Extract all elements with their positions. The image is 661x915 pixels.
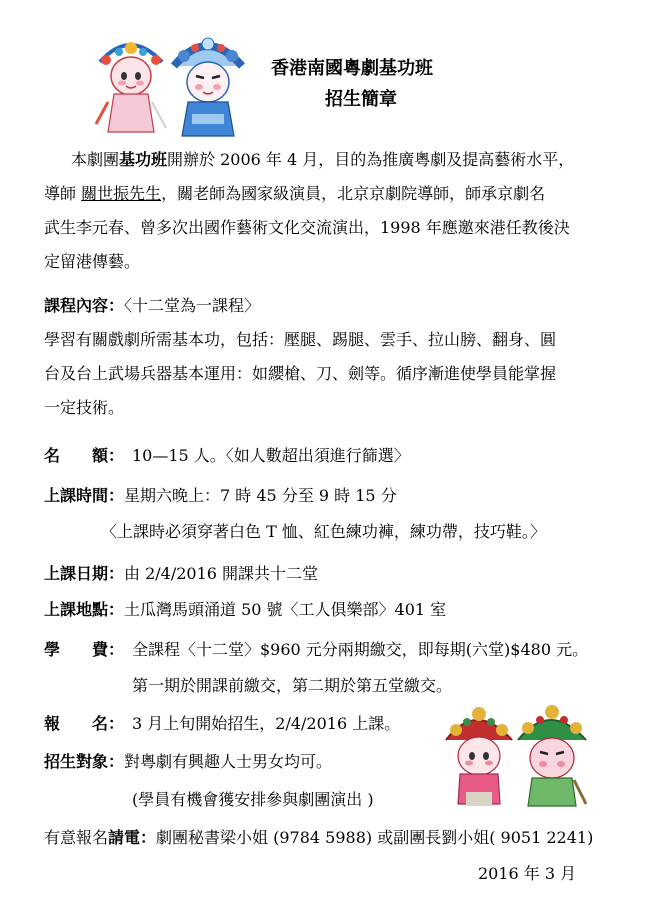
title-line-2: 招生簡章 — [325, 89, 397, 110]
quota-label-a: 名 — [44, 446, 61, 465]
opera-figures-bottom-illustration — [440, 700, 590, 812]
fee-label-a: 學 — [44, 640, 61, 659]
course-label: 課程內容： — [44, 296, 125, 315]
course-desc-3: 一定技術。 — [44, 398, 125, 417]
opera-figure-red-helmet — [446, 707, 512, 806]
intro-line-1 — [71, 150, 574, 170]
enroll-value: 3 月上旬開始招生，2/4/2016 上課。 — [132, 714, 401, 733]
contact-value: 劇團秘書梁小姐 (9784 5988) 或副團長劉小姐( 9051 2241) — [156, 828, 594, 847]
enroll-label-a: 報 — [44, 714, 61, 733]
quota-value: 10—15 人。〈如人數超出須進行篩選〉 — [132, 446, 410, 465]
title-line-1: 香港南國粵劇基功班 — [271, 58, 433, 79]
instructor-name: 關世振先生 — [81, 184, 162, 203]
time-value: 星期六晚上：7 時 45 分至 9 時 15 分 — [124, 486, 397, 505]
enroll-label-b: 名： — [92, 714, 125, 733]
footer-date: 2016 年 3 月 — [478, 864, 577, 883]
time-label: 上課時間： — [44, 486, 125, 505]
intro-line-2 — [44, 184, 545, 204]
fee-note: 第一期於開課前繳交，第二期於第五堂繳交。 — [132, 676, 453, 695]
venue-value: 土瓜灣馬頭涌道 50 號〈工人俱樂部〉401 室 — [124, 600, 447, 619]
intro-line-4: 定留港傳藝。 — [44, 252, 141, 271]
course-desc-2: 台及台上武場兵器基本運用：如纓槍、刀、劍等。循序漸進使學員能掌握 — [44, 364, 557, 383]
venue-row — [44, 600, 446, 620]
fee-value: 全課程〈十二堂〉$960 元分兩期繳交，即每期(六堂)$480 元。 — [132, 640, 589, 659]
intro-text: 開辦於 2006 年 4 月，目的為推廣粵劇及提高藝術水平， — [167, 150, 575, 169]
intro-text: 導師 — [44, 184, 82, 203]
course-row — [44, 296, 260, 316]
time-note: 〈上課時必須穿著白色 T 恤、紅色練功褲，練功帶，技巧鞋。〉 — [101, 522, 546, 541]
contact-label: 請電： — [108, 828, 157, 847]
opera-figures-top-illustration — [92, 32, 252, 140]
opera-figure-female — [96, 42, 166, 132]
intro-text: ，關老師為國家級演員，北京京劇院導師，師承京劇名 — [161, 184, 546, 203]
fee-label-b: 費： — [92, 640, 125, 659]
date-value: 由 2/4/2016 開課共十二堂 — [124, 564, 319, 583]
opera-figure-male — [174, 38, 242, 136]
time-row — [44, 486, 397, 506]
opera-figure-green-helmet — [518, 705, 586, 806]
course-value: 〈十二堂為一課程〉 — [124, 296, 261, 315]
quota-label-b: 額： — [92, 446, 125, 465]
target-row — [44, 752, 332, 772]
date-row — [44, 564, 318, 584]
course-desc-1: 學習有關戲劇所需基本功，包括：壓腿、踢腿、雲手、拉山膀、翻身、圓 — [44, 330, 557, 349]
target-value: 對粵劇有興趣人士男女均可。 — [124, 752, 333, 771]
intro-text: 本劇團 — [71, 150, 120, 169]
venue-label: 上課地點： — [44, 600, 125, 619]
intro-line-3: 武生李元春、曾多次出國作藝術文化交流演出，1998 年應邀來港任教後決 — [44, 218, 570, 237]
contact-prefix: 有意報名 — [44, 828, 109, 847]
target-note: (學員有機會獲安排參與劇團演出 ) — [132, 790, 374, 809]
date-label: 上課日期： — [44, 564, 125, 583]
target-label: 招生對象： — [44, 752, 125, 771]
intro-course-name: 基功班 — [119, 150, 168, 169]
contact-row — [44, 828, 593, 848]
